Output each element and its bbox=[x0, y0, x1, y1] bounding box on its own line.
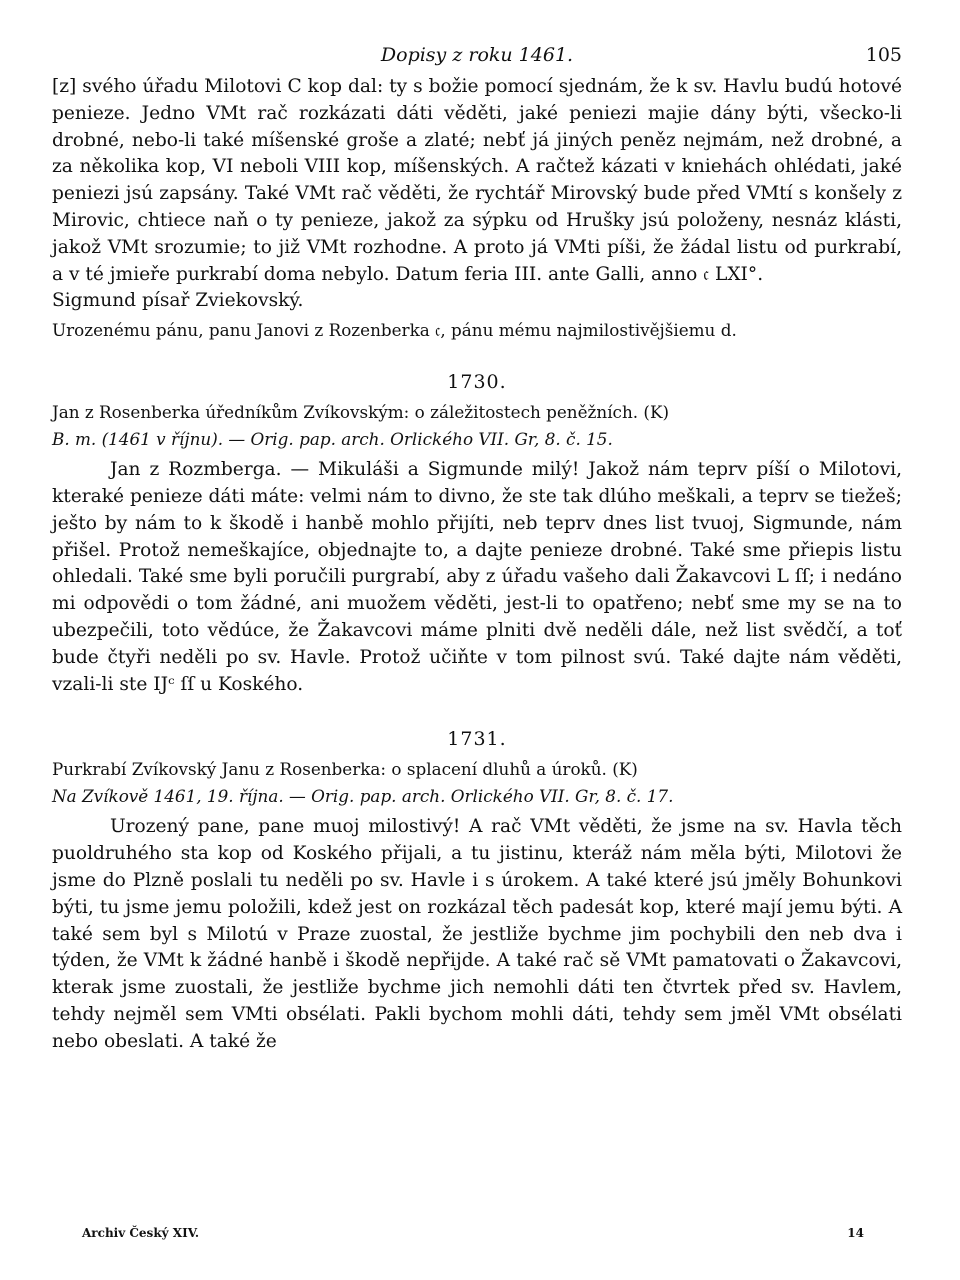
running-title: Dopisy z roku 1461. bbox=[380, 44, 574, 66]
source-note-1730: B. m. (1461 v říjnu). — Orig. pap. arch. Orlického VII. Gr, 8. č. 15. bbox=[52, 429, 613, 450]
letter-1729-continuation: [z] svého úřadu Milotovi C kop dal: ty s božie pomocí sjednám, že k sv. Havlu budú hotové penieze. Jedno VMt rač rozkázati dáti věděti, jaké peniezi majie dány býti, všecko-li drobné, nebo-li také míšenské groše a zlaté; nebť já jiných peněz nejmám, než drobné, a za několika kop, VI neboli VIII kop, míšenských. A račtež kázati v kniehách ohlédati, jaké peniezi jsú zapsány. Také VMt rač věděti, že rychtář Mirovský bude před VMtí s konšely z Mirovic, chtiece naň o ty penieze, jakož za sýpku od Hrušky jsú položeny, nesnáz klásti, jakož VMt srozumie; to již VMt rozhodne. A proto já VMti píši, že žádal listu od purkrabí, a v té jmieře purkrabí doma nebylo. Datum feria III. ante Galli, anno 𝔠 LXI°. bbox=[52, 76, 902, 285]
letter-1730-text: Jan z Rozmberga. — Mikuláši a Sigmunde milý! Jakož nám teprv píší o Milotovi, kteraké penieze dáti máte: velmi nám to divno, že ste tak dlúho meškali, a teprv se tiežeš; ješto by nám to k škodě i hanbě mohlo přijíti, neb teprv dnes list tvuoj, Sigmunde, nám přišel. Protož nemeškajíce, objednajte to, a dajte penieze drobné. Také sme přiepis listu ohledali. Také sme byli poručili purgrabí, aby z úřadu vašeho dali Žakavcovi L ſſ; i nedáno mi odpovědi o tom žádné, ani muožem věděti, jest-li to opatřeno; nebť sme my se na to ubezpečili, toto vědúce, že Žakavcovi máme plniti dvě neděli dále, než list svědčí, a toť bude čtyři neděli po sv. Havle. Protož učiňte v tom pilnost svú. Také dajte nám věděti, vzali-li ste IJᶜ ſſ u Koského. bbox=[52, 459, 902, 695]
letter-1729-address: Urozenému pánu, panu Janovi z Rozenberka 𝔠, pánu mému najmilostivějšiemu d. bbox=[52, 320, 737, 341]
regest-1731: Purkrabí Zvíkovský Janu z Rosenberka: o splacení dluhů a úroků. (K) bbox=[52, 759, 638, 780]
letter-1731-text: Urozený pane, pane muoj milostivý! A rač VMt věděti, že jsme na sv. Havla těch puoldruhého sta kop od Koského přijali, a tu jistinu, kteráž nám měla býti, Milotovi že jsme do Plzně poslali tu neděli po sv. Havle i s úrokem. A také které jsú jměly Bohunkovi býti, tu jsme jemu položili, kdež jest on rozkázal těch padesát kop, které mají jemu býti. A také sem byl s Milotú v Praze zuostal, že jestliže bychme jim pochybili den neb dva i týden, že VMt k žádné hanbě i škodě nepřijde. A také rač sě VMt pamatovati o Žakavcovi, kterak jsme zuostali, že jestliže bychme jich nemohli dáti ten čtvrtek před sv. Havlem, tehdy nejměl sem VMti obsélati. Pakli bychom mohli dáti, tehdy sem jměl VMt obsélati nebo obeslati. A také že bbox=[52, 816, 902, 1052]
page-number: 105 bbox=[865, 44, 902, 66]
sheet-number: 14 bbox=[847, 1226, 864, 1240]
regest-1730: Jan z Rosenberka úředníkům Zvíkovským: o záležitostech peněžních. (K) bbox=[52, 402, 670, 423]
document-number-1731: 1731. bbox=[447, 728, 507, 751]
source-note-1731: Na Zvíkově 1461, 19. října. — Orig. pap. arch. Orlického VII. Gr, 8. č. 17. bbox=[52, 786, 674, 807]
document-page bbox=[52, 44, 902, 1056]
running-header bbox=[52, 44, 902, 74]
printer-signature-mark: Archiv Český XIV. bbox=[82, 1226, 200, 1240]
letter-1729-signature: Sigmund písař Zviekovský. bbox=[52, 290, 304, 312]
document-number-1730: 1730. bbox=[447, 371, 507, 394]
